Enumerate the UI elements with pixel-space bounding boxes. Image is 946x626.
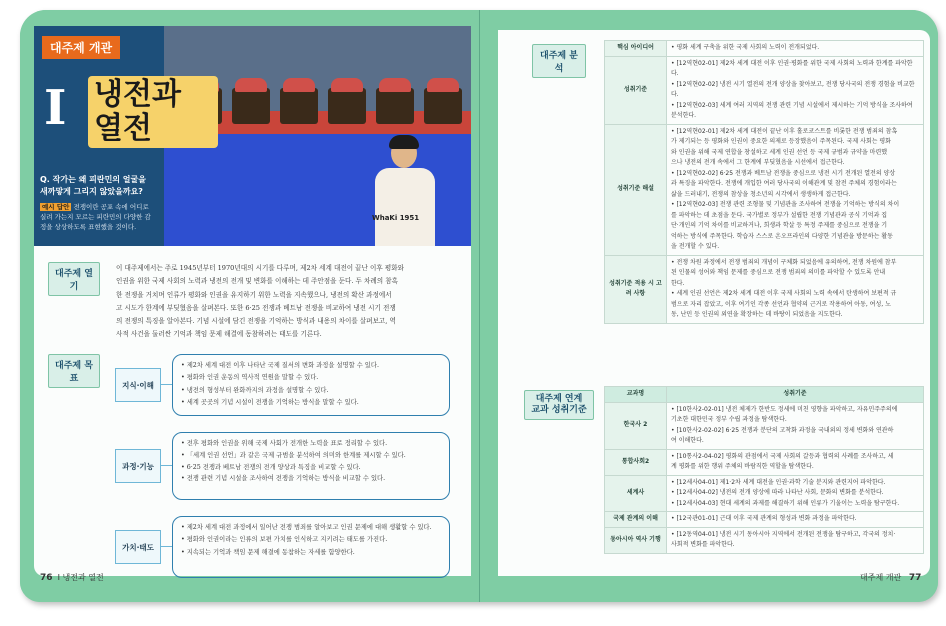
analysis-label: 대주제 분석: [532, 44, 586, 78]
goal-item: • 6·25 전쟁과 베트남 전쟁의 전개 양상과 특징을 비교할 수 있다.: [181, 463, 361, 471]
goal-key: 지식·이해: [115, 368, 161, 402]
intro-label: 대주제 열기: [48, 262, 100, 296]
analysis-key: 핵심 아이디어: [605, 41, 667, 57]
goal-row: [60, 516, 440, 578]
standard-cell: • [10통사2-04-02] 평화의 관점에서 국제 사회의 갈등과 협력의 사례를 조사하고, 세 계 평화를 위한 행위 주체의 바람직한 역할을 탐색한다.: [667, 449, 924, 475]
intro-line: 사적 사건을 둘러싼 기억과 책임 문제 해결에 동참하려는 태도를 기른다.: [116, 330, 322, 339]
right-page: [479, 10, 938, 602]
goal-item: • 제2차 세계 대전 이후 나타난 국제 질서의 변화 과정을 설명할 수 있다.: [181, 362, 379, 369]
painting-cart: [280, 88, 318, 124]
goal-item: • 지속되는 기억과 책임 문제 해결에 동참하는 자세를 함양한다.: [181, 548, 355, 556]
analysis-table: [604, 40, 924, 324]
hero-hint: [40, 202, 156, 232]
goal-key: 과정·기능: [115, 449, 161, 483]
table-row: [605, 449, 924, 475]
table-row: [605, 402, 924, 449]
intro-line: 이 대주제에서는 주로 1945년부터 1970년대의 시기를 다루며, 제2차 세계 대전이 끝난 이후 평화와: [116, 264, 404, 272]
painting-signature: WhaKi 1951: [372, 214, 420, 222]
goal-item: • 평화와 인권이라는 인류의 보편 가치를 인식하고 지키려는 태도를 가진다.: [181, 536, 388, 544]
unit-title: 냉전과 열전: [88, 76, 218, 148]
left-footer-text: I 냉전과 열전: [57, 573, 104, 582]
standard-cell: • [12국관01-01] 근대 이후 국제 관계의 형성과 변화 과정을 파악한다.: [667, 512, 924, 528]
right-footer-text: 대주제 개관: [860, 573, 902, 582]
intro-line: 인권을 위한 국제 사회의 노력과 냉전의 전개 및 변화를 이해하는 데 주안점을 둔다. 두 차례의 참혹: [116, 277, 398, 286]
subject-cell: 한국사 2: [605, 402, 667, 449]
page-number-left: 76: [40, 573, 53, 583]
hero-question: Q. 작가는 왜 피란민의 얼굴을 새까맣게 그리지 않았을까요?: [40, 175, 146, 196]
goal-box: [172, 354, 450, 416]
links-label-line: 대주제 연계: [535, 394, 583, 404]
table-header-row: [605, 387, 924, 403]
intro-line: 의 전쟁의 특징을 알아본다. 기념 시설에 담긴 전쟁을 기억하는 방식과 내용의 차이를 살펴보고, 역: [116, 317, 396, 326]
painting-cart: [232, 88, 270, 124]
analysis-key: 성취기준 적용 시 고려 사항: [605, 255, 667, 323]
intro-line: 고 시도가 한계에 부딪혔음을 살펴본다. 또한 6·25 전쟁과 베트남 전쟁을 비교하여 냉전 시기 전쟁: [116, 303, 396, 312]
table-row: [605, 255, 924, 323]
painting-cart: [328, 88, 366, 124]
column-header: 성취기준: [667, 387, 924, 403]
unit-number: I: [44, 80, 67, 136]
analysis-value: • [12역현02-01] 제2차 세계 대전이 끝난 이후 홀로코스트를 비롯한 전쟁 범죄의 참혹 가 제기되는 등 평화와 인권이 중요한 의제로 등장했음이 주목된다. 국제 사회는 평화 와 인권을 위해 국제 연합을 창설하고 세계 인권 선언 등 국제 규범과 규약을 마련했 으나 냉전의 전개 속에서 그 한계에 부딪혔음을 시선에서 접근한다. • [12역현02-02] 6·25 전쟁과 베트남 전쟁을 중심으로 냉전 시기 전개된 열전의 양상 과 특징을 파악한다. 전쟁에 개입한 여러 당사국의 이해관계 및 참전 주체의 경험이라는 삶을 드러내기, 전쟁의 참상을 청소년의 시각에서 생생하게 접근한다. • [12역현02-03] 전쟁 관련 조형물 및 기념관을 조사하여 전쟁을 기억하는 방식의 차이 를 파악하는 데 초점을 둔다. 국가별로 정부가 설립한 전쟁 기념관과 공식 기억과 집 단·개인의 기억 차이를 비교하거나, 희생과 학살 등 특정 주제를 중심으로 전쟁을 기 억하는 방식에 주목한다. 학습자 스스로 온오프라인의 다양한 기념관을 방문하는 활동 을 전개할 수 있다.: [667, 124, 924, 255]
goal-item: • 제2차 세계 대전 과정에서 일어난 전쟁 범죄를 알아보고 인권 문제에 대해 생활할 수 있다.: [181, 524, 432, 531]
subject-cell: 국제 관계의 이해: [605, 512, 667, 528]
links-label-line: 교과 성취기준: [531, 405, 587, 415]
analysis-value: • [12역현02-01] 제2차 세계 대전 이후 인권·평화를 위한 국제 사회의 노력과 한계를 파악한다. • [12역현02-02] 냉전 시기 열전의 전개 양상을 찾아보고, 전쟁 당사국의 전쟁 경험을 비교한다. • [12역현02-03] 세계 여러 지역의 전쟁 관련 기념 시설에서 제시하는 기억 방식을 조사하여 분석한다.: [667, 56, 924, 124]
left-footer: [40, 572, 104, 583]
hero-question-box: [34, 174, 162, 246]
intro-paragraph: [116, 262, 456, 342]
table-row: [605, 527, 924, 553]
page-number-right: 77: [908, 573, 922, 583]
goal-item: • 전후 평화와 인권을 위해 국제 사회가 전개한 노력을 표로 정리할 수 있다.: [181, 440, 388, 447]
painting-cart: [376, 88, 414, 124]
standard-cell: • [12세사04-01] 제1·2차 세계 대전을 인권·과학 기술 분지와 관련지어 파악한다. • [12세사04-02] 냉전의 전개 양상에 따라 나타난 사회, 문화의 변화를 분석한다. • [12세사04-03] 현대 세계의 과제를 해결하기 위해 인류가 기울이는 노력을 탐구한다.: [667, 475, 924, 512]
goal-item: • 「세계 인권 선언」과 같은 국제 규범을 분석하여 의미와 한계를 제시할 수 있다.: [181, 451, 406, 459]
goal-box: [172, 516, 450, 578]
goal-item: • 전쟁 관련 기념 시설을 조사하여 전쟁을 기억하는 방식을 비교할 수 있다.: [181, 475, 386, 483]
analysis-value: • 전쟁 차원 과정에서 전쟁 범죄의 개념이 구체화 되었음에 유의하여, 전쟁 차원에 참부 된 인물의 성어와 책임 문제를 중심으로 전쟁 범죄의 의미를 파악할 수 있도록 안내 한다. • 세계 인권 선언은 제2차 세계 대전 이후 국제 사회의 노력 속에서 탄생하여 보편적 규 범으로 자리 잡았고, 이후 여기인 각종 선언과 협약의 근거로 작용하여 아동, 여성, 노 동, 난민 등 인권의 외연을 확장하는 데 바탕이 되었음을 지도한다.: [667, 255, 924, 323]
goal-item: • 평화와 인권 운동의 역사적 연원을 말할 수 있다.: [181, 374, 319, 382]
hint-tag: 예시 답안: [42, 203, 70, 211]
standard-cell: • [12동역04-01] 냉전 시기 동아시아 지역에서 전개된 전쟁을 탐구하고, 각국의 정치· 사회적 변화를 파악한다.: [667, 527, 924, 553]
hint-text: 전쟁이란 공포 속에 어디로 실려 가는지 모르는 피란민의 다양한 감정을 상상하도록 표현했을 것이다.: [40, 203, 151, 231]
table-row: [605, 475, 924, 512]
hero-artwork: [34, 26, 471, 246]
subject-cell: 동아시아 역사 기행: [605, 527, 667, 553]
subject-cell: 통합사회2: [605, 449, 667, 475]
book-spread: [20, 10, 938, 602]
goal-item: • 냉전의 형성부터 완화까지의 과정을 설명할 수 있다.: [181, 386, 329, 394]
left-page: [20, 10, 479, 602]
goals-label: 대주제 목표: [48, 354, 100, 388]
goal-box: [172, 432, 450, 500]
table-row: [605, 56, 924, 124]
analysis-key: 성취기준 해설: [605, 124, 667, 255]
goal-row: [60, 354, 440, 416]
painting-figure: [369, 138, 439, 246]
table-row: [605, 124, 924, 255]
analysis-value: • 평화 세계 구축을 위한 국제 사회의 노력이 전개되었다.: [667, 41, 924, 57]
intro-line: 한 전쟁을 거치며 인류가 평화와 인권을 유지하기 위한 노력을 지속했으나, 냉전의 확산 과정에서: [116, 290, 392, 299]
standard-cell: • [10한사2-02-01] 냉전 체제가 한반도 정세에 미친 영향을 파악하고, 자유민주주의에 기초한 대한민국 정부 수립 과정을 탐색한다. • [10한사2-02-02] 6·25 전쟁과 분단의 고착화 과정을 국내외의 정세 변화와 연관하 여 이해한다.: [667, 402, 924, 449]
goal-item: • 세계 곳곳의 기념 시설이 전쟁을 기억하는 방식을 말할 수 있다.: [181, 399, 359, 407]
column-header: 교과명: [605, 387, 667, 403]
subject-cell: 세계사: [605, 475, 667, 512]
painting-cart: [424, 88, 462, 124]
goal-key: 가치·태도: [115, 530, 161, 564]
goal-row: [60, 432, 440, 500]
links-table: [604, 386, 924, 554]
table-row: [605, 512, 924, 528]
analysis-key: 성취기준: [605, 56, 667, 124]
goals-list: [57, 354, 440, 594]
right-footer: [860, 572, 921, 583]
links-label: [524, 390, 594, 420]
table-row: [605, 41, 924, 57]
overview-badge: 대주제 개관: [42, 36, 120, 59]
